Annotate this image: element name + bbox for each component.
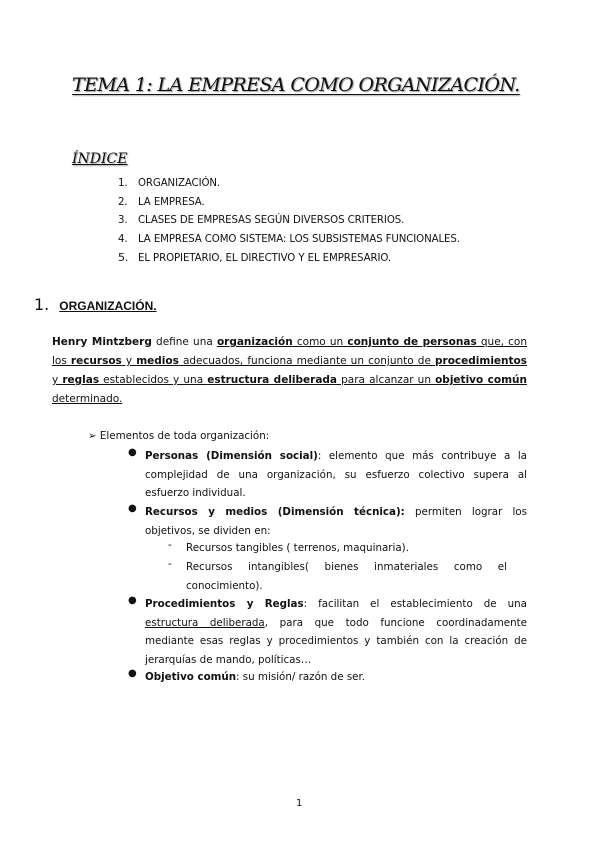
dash-bullet: - — [168, 558, 172, 570]
elements-intro: ➢ Elementos de toda organización: — [88, 430, 270, 442]
definition-paragraph: Henry Mintzberg define una organización como un conjunto de personas que, con los recursos y medios adecuados, funciona mediante un conjunto de procedimientos y reglas establecidos y una estructura deliberada para alcanzar un objetivo común determinado. — [52, 336, 528, 405]
bullet-icon: ● — [128, 595, 137, 606]
list-item: 5. EL PROPIETARIO, EL DIRECTIVO Y EL EMPRESARIO. — [118, 251, 392, 265]
bullet-icon: ● — [128, 668, 137, 679]
index-heading: ÍNDICE — [72, 151, 128, 167]
document-title: TEMA 1: LA EMPRESA COMO ORGANIZACIÓN. — [72, 74, 520, 96]
arrow-bullet-icon: ➢ — [88, 430, 100, 442]
bullet-icon: ● — [128, 503, 137, 514]
list-item: 4. LA EMPRESA COMO SISTEMA: LOS SUBSISTEMAS FUNCIONALES. — [118, 233, 460, 245]
section-title: ORGANIZACIÓN. — [59, 299, 157, 313]
list-item: 2. LA EMPRESA. — [118, 196, 205, 208]
bullet-icon: ● — [128, 447, 137, 458]
list-item: 3. CLASES DE EMPRESAS SEGÚN DIVERSOS CRITERIOS. — [118, 215, 405, 227]
page-number: 1 — [296, 798, 303, 809]
list-item: 1. ORGANIZACIÓN. — [118, 178, 221, 189]
section-number: 1. — [34, 295, 50, 314]
section-heading — [34, 295, 157, 314]
dash-bullet: - — [168, 539, 172, 551]
index-list — [118, 175, 460, 268]
